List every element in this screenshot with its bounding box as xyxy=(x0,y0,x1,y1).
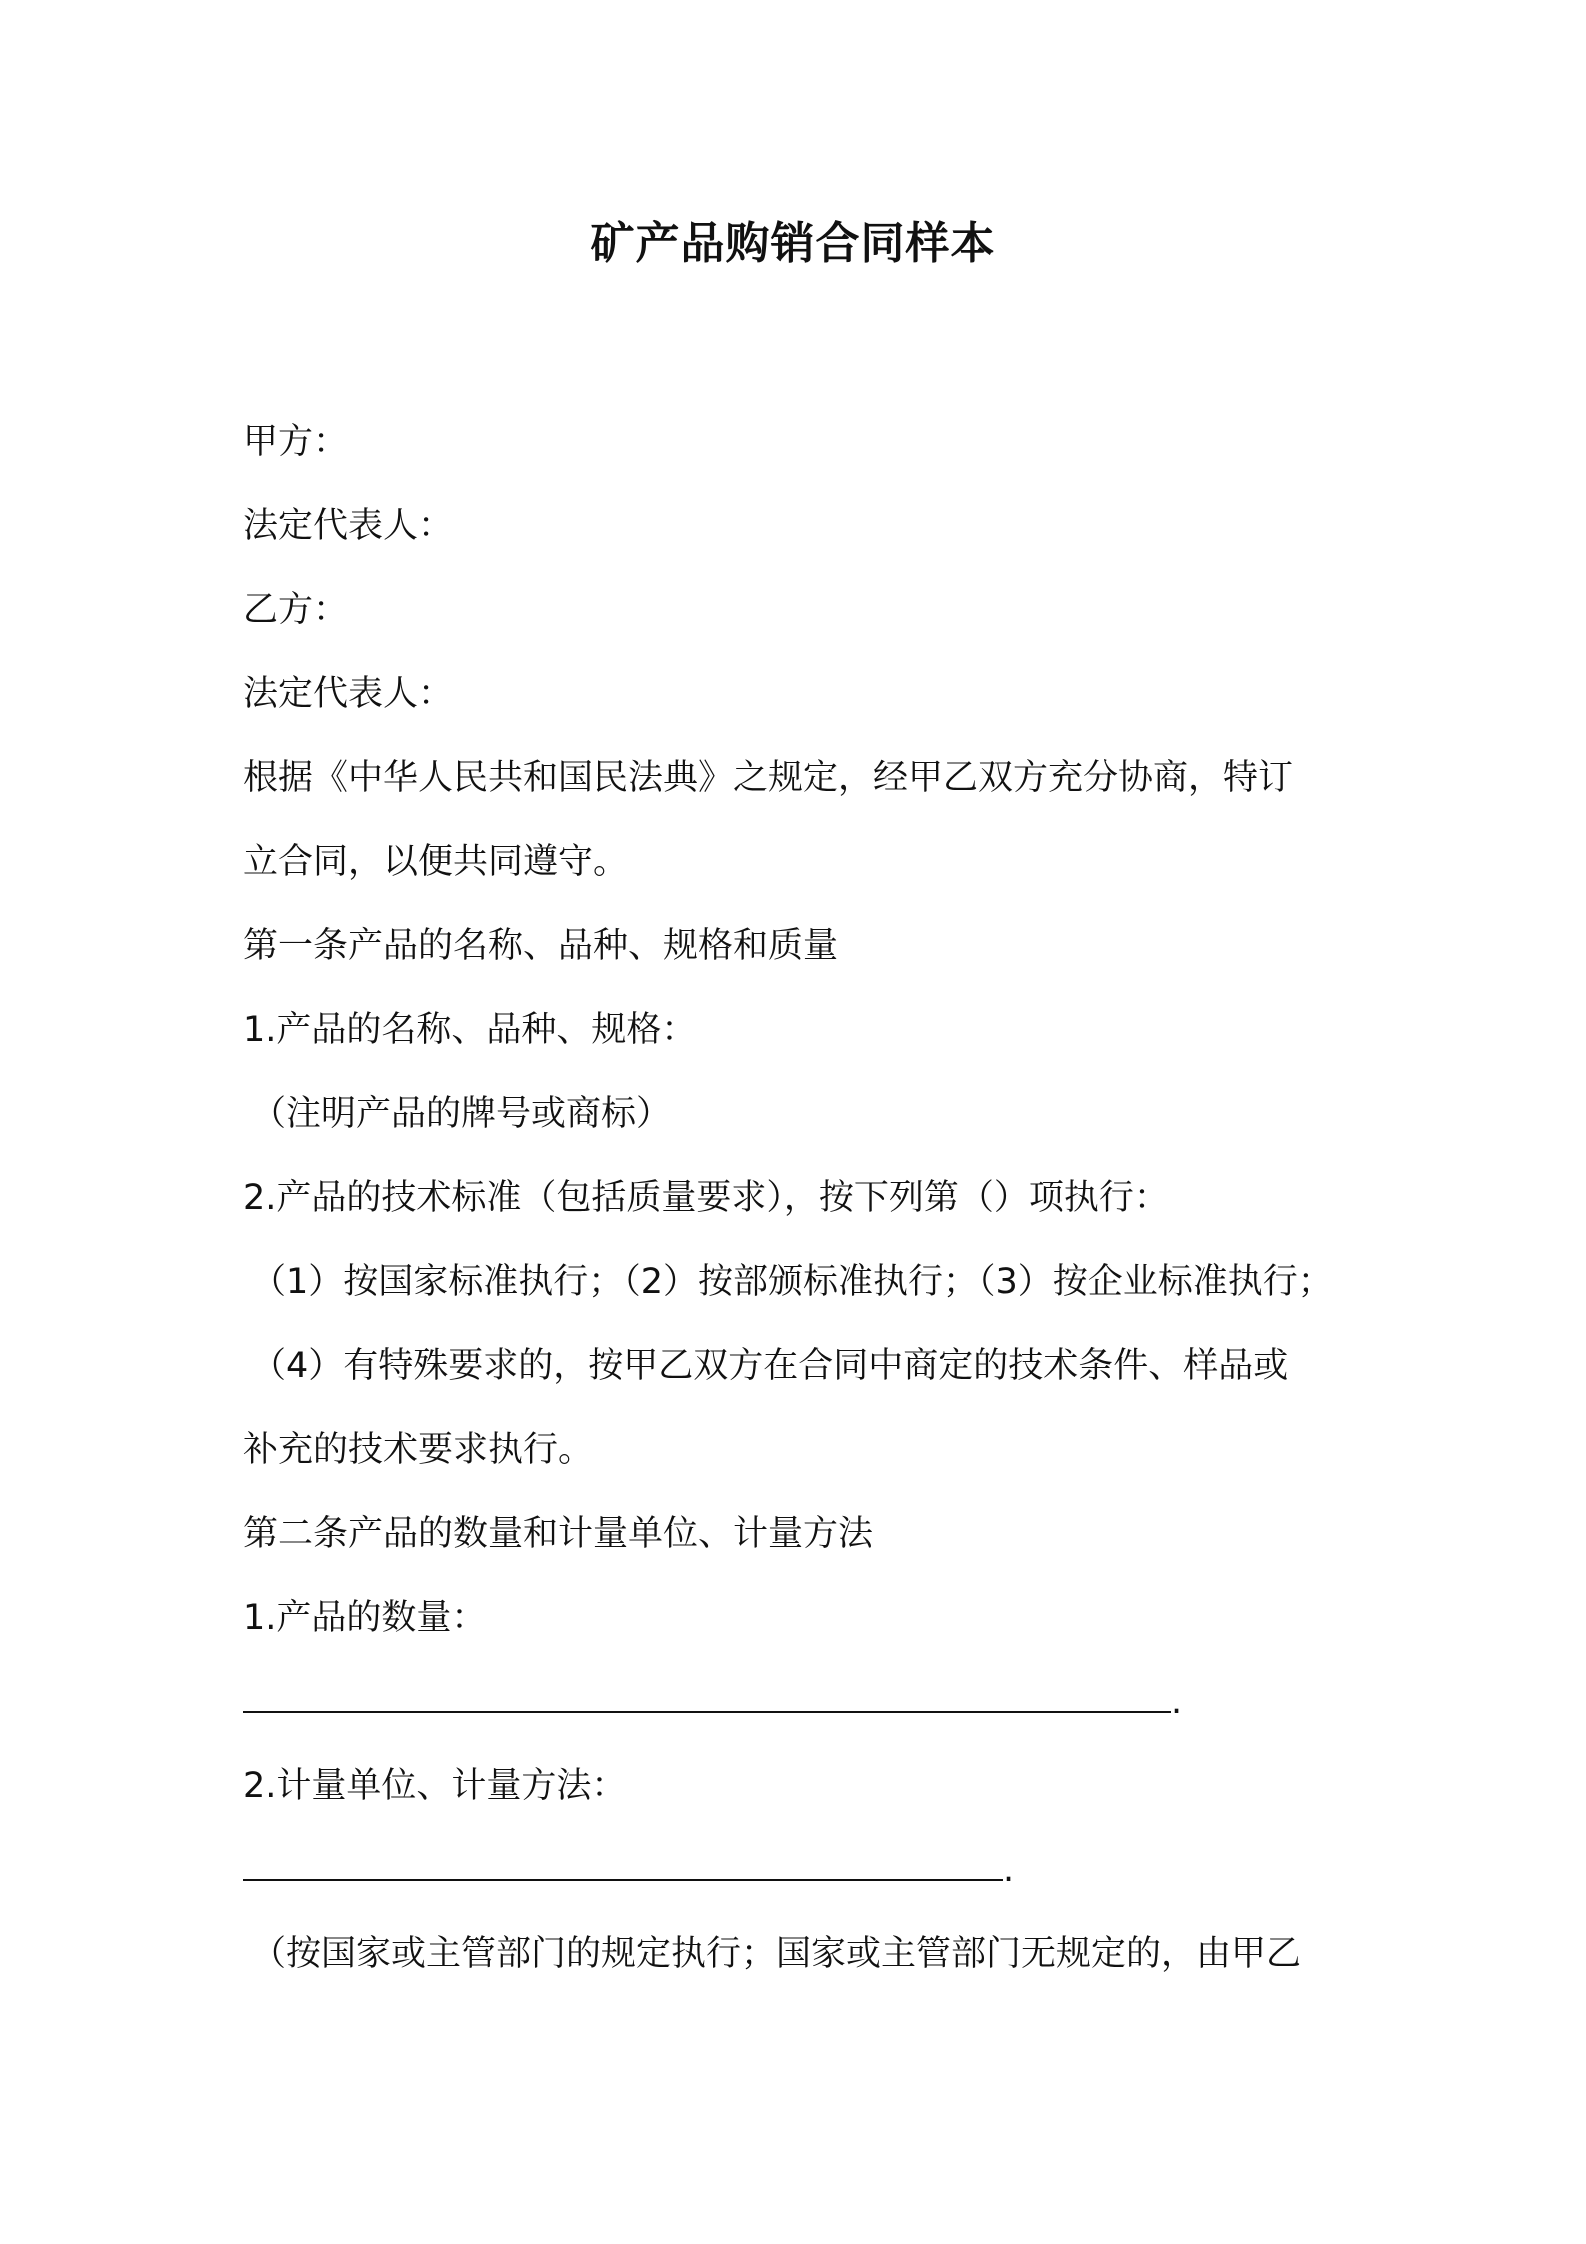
measure-blank-period: . xyxy=(1003,1850,1015,1890)
measure-fill-blank xyxy=(243,1849,1003,1881)
measure-rule-note: （按国家或主管部门的规定执行；国家或主管部门无规定的，由甲乙 xyxy=(251,1934,1302,1974)
quantity-blank-row xyxy=(243,1660,1363,1744)
preamble-line-1: 根据《中华人民共和国民法典》之规定，经甲乙双方充分协商，特订 xyxy=(243,758,1294,798)
contract-body xyxy=(243,400,1363,1996)
article-1-heading: 第一条产品的名称、品种、规格和质量 xyxy=(243,926,839,966)
standards-options: （1）按国家标准执行；（2）按部颁标准执行；（3）按企业标准执行； xyxy=(251,1262,1333,1302)
quantity-blank-period: . xyxy=(1171,1682,1183,1722)
party-b-representative-label: 法定代表人： xyxy=(243,674,454,714)
article-1-item-1: 1.产品的名称、品种、规格： xyxy=(243,1010,697,1050)
preamble-line-2: 立合同，以便共同遵守。 xyxy=(243,842,629,882)
article-1-note: （注明产品的牌号或商标） xyxy=(251,1094,672,1134)
quantity-fill-blank xyxy=(243,1681,1171,1713)
article-2-heading: 第二条产品的数量和计量单位、计量方法 xyxy=(243,1514,874,1554)
party-a-label: 甲方： xyxy=(243,422,349,462)
measure-blank-row xyxy=(243,1828,1363,1912)
party-a-representative-label: 法定代表人： xyxy=(243,506,454,546)
article-2-item-1: 1.产品的数量： xyxy=(243,1598,487,1638)
document-title: 矿产品购销合同样本 xyxy=(590,218,996,269)
article-2-item-2: 2.计量单位、计量方法： xyxy=(243,1766,627,1806)
special-requirements-line-2: 补充的技术要求执行。 xyxy=(243,1430,594,1470)
article-1-item-2: 2.产品的技术标准（包括质量要求），按下列第（）项执行： xyxy=(243,1178,1169,1218)
special-requirements-line-1: （4）有特殊要求的，按甲乙双方在合同中商定的技术条件、样品或 xyxy=(251,1346,1289,1386)
party-b-label: 乙方： xyxy=(243,590,349,630)
